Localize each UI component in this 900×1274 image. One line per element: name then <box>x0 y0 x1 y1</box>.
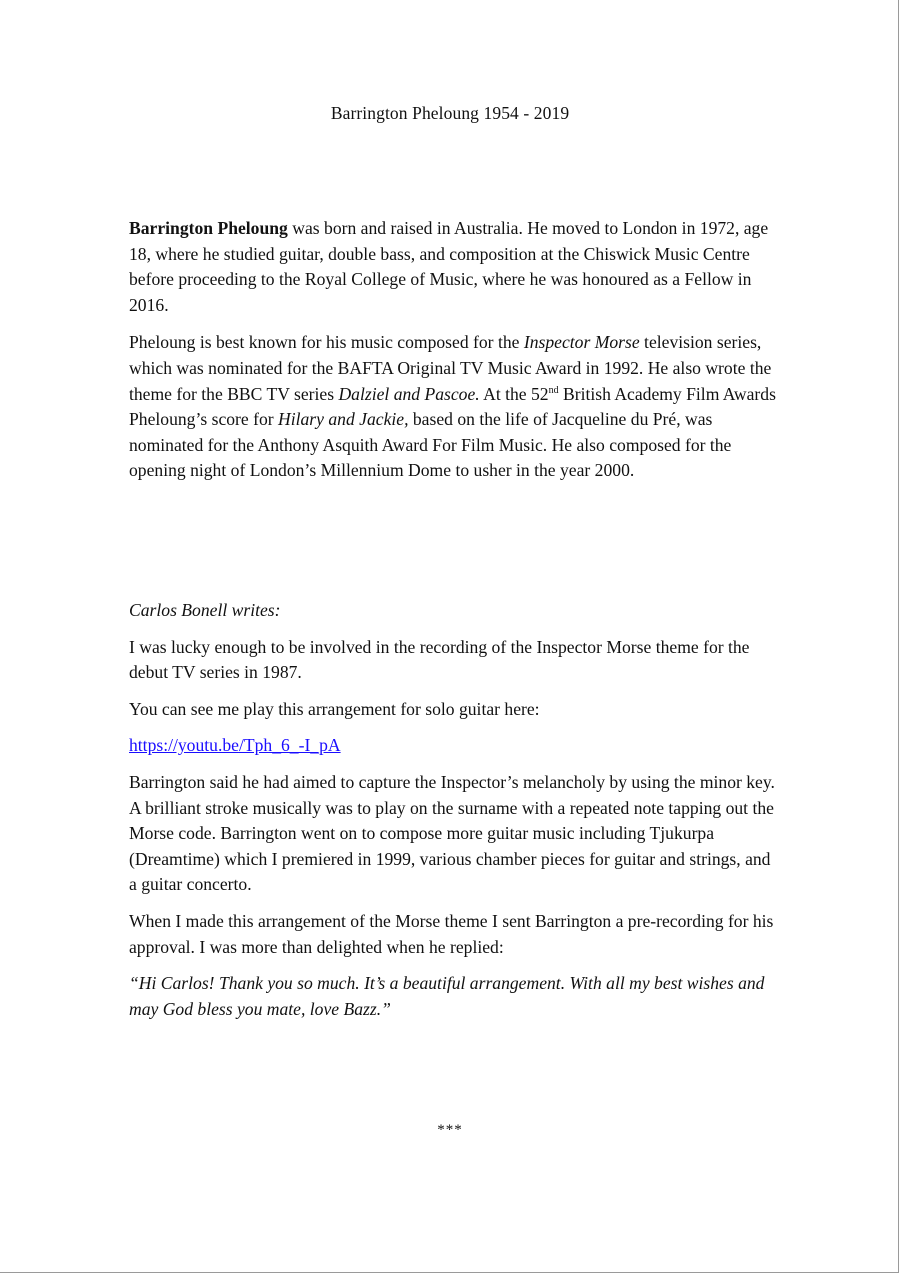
subject-name: Barrington Pheloung <box>129 218 288 238</box>
video-link-line <box>129 733 777 759</box>
bio-paragraph-2 <box>129 330 777 484</box>
tribute-author-line <box>129 598 777 624</box>
bio-text-segment: Pheloung is best known for his music composed for the <box>129 332 524 353</box>
bio-paragraph-1-text: was born and raised in Australia. He moved to London in 1972, age 18, where he studied guitar, double bass, and composition at the Chiswick Music Centre before proceeding to the Royal College of Music, where he was honoured as a Fellow in 2016. <box>129 218 769 315</box>
tribute-section <box>129 598 777 1022</box>
bio-text-segment: At the 52 <box>479 383 549 404</box>
tribute-paragraph-4: When I made this arrangement of the Morse theme I sent Barrington a pre-recording for his approval. I was more than delighted when he replied: <box>129 910 774 957</box>
quote-text: “Hi Carlos! Thank you so much. It’s a beautiful arrangement. With all my best wishes and may God bless you mate, love Bazz.” <box>129 973 765 1019</box>
italic-title-dalziel-pascoe: Dalziel and Pascoe. <box>338 383 480 404</box>
tribute-paragraph-1: I was lucky enough to be involved in the recording of the Inspector Morse theme for the debut TV series in 1987. <box>129 636 750 683</box>
tribute-paragraph-3: Barrington said he had aimed to capture the Inspector’s melancholy by using the minor key. A brilliant stroke musically was to play on the surname with a repeated note tapping out the Morse code. Barrington went on to compose more guitar music including Tjukurpa (Dreamtime) which I premiered in 1999, various chamber pieces for guitar and strings, and a guitar concerto. <box>129 771 775 895</box>
page-title: Barrington Pheloung 1954 - 2019 <box>330 103 570 123</box>
youtube-link[interactable]: https://youtu.be/Tph_6_-I_pA <box>129 735 341 756</box>
tribute-author-text: Carlos Bonell writes: <box>129 600 281 620</box>
bio-text-segment: based on the life of Jacqueline du Pré, was nominated for the Anthony Asquith Award For Film Music. He also composed for the opening night of London’s Millennium Dome to usher in the year 2000. <box>129 409 732 481</box>
italic-title-inspector-morse: Inspector Morse <box>523 332 640 353</box>
biography-section <box>129 216 777 484</box>
ordinal-superscript: nd <box>548 384 559 396</box>
bio-text-segment: television series, which was nominated for the BAFTA Original TV Music Award in 1992. He also wrote the theme for the BBC TV series <box>129 332 772 404</box>
bio-text-segment: British Academy Film Awards Pheloung’s score for <box>129 383 776 430</box>
bio-paragraph-1 <box>129 216 777 318</box>
end-separator: *** <box>437 1122 463 1138</box>
tribute-paragraph-2: You can see me play this arrangement for solo guitar here: <box>129 698 540 719</box>
italic-title-hilary-jackie: Hilary and Jackie, <box>278 409 409 430</box>
quote <box>129 971 777 1022</box>
